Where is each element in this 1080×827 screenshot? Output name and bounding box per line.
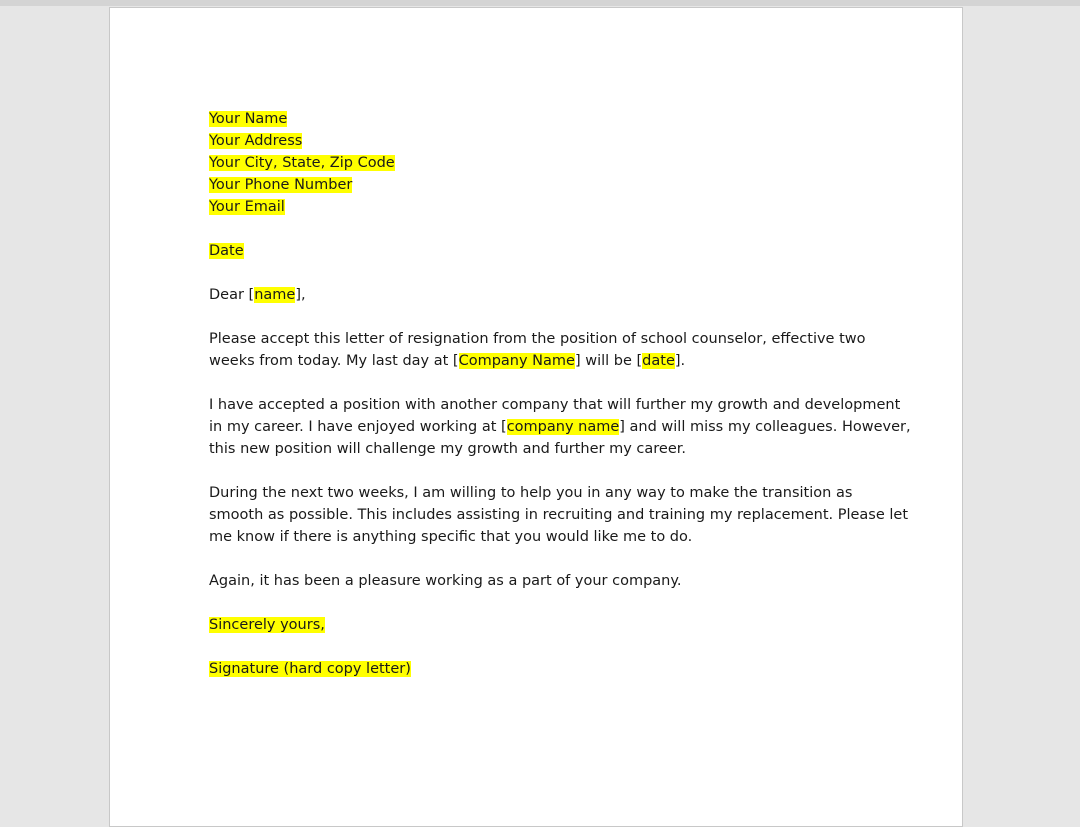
paragraph-text: ] and will miss my colleagues. However, [619, 419, 911, 435]
paragraph-text: ] will be [ [574, 353, 643, 369]
paragraph-text: I have accepted a position with another company that will further my growth and development [209, 397, 901, 413]
sender-email-line [209, 196, 869, 218]
paragraph-text: in my career. I have enjoyed working at [ [209, 419, 507, 435]
closing: Sincerely yours, [209, 617, 325, 633]
paragraph-text: ]. [674, 353, 686, 369]
paragraph4-line1 [209, 570, 869, 592]
date-line [209, 240, 869, 262]
recipient-name-placeholder: name [254, 287, 296, 303]
sender-city: Your City, State, Zip Code [209, 155, 395, 171]
sender-phone-line [209, 174, 869, 196]
salutation-suffix: ], [295, 287, 306, 303]
spacer [209, 218, 869, 240]
paragraph3-line2 [209, 504, 909, 526]
spacer [209, 460, 869, 482]
paragraph-text: During the next two weeks, I am willing to help you in any way to make the transition as [209, 485, 853, 501]
paragraph-text: Please accept this letter of resignation from the position of school counselor, effective two [209, 331, 866, 347]
spacer [209, 592, 869, 614]
paragraph3-line3 [209, 526, 869, 548]
paragraph2-line3 [209, 438, 869, 460]
company-name-placeholder: company name [506, 419, 620, 435]
spacer [209, 372, 869, 394]
paragraph-text: Again, it has been a pleasure working as a part of your company. [209, 573, 682, 589]
spacer [209, 548, 869, 570]
paragraph2-line2 [209, 416, 911, 438]
paragraph-text: this new position will challenge my growth and further my career. [209, 441, 686, 457]
closing-line [209, 614, 869, 636]
paragraph3-line1 [209, 482, 869, 504]
spacer [209, 636, 869, 658]
letter-body [209, 108, 911, 680]
paragraph-text: weeks from today. My last day at [ [209, 353, 459, 369]
sender-phone: Your Phone Number [209, 177, 353, 193]
signature-line [209, 658, 869, 680]
company-name-placeholder: Company Name [458, 353, 575, 369]
salutation-line [209, 284, 869, 306]
paragraph1-line2 [209, 350, 869, 372]
signature-placeholder: Signature (hard copy letter) [209, 661, 411, 677]
letter-date: Date [209, 243, 244, 259]
spacer [209, 306, 869, 328]
paragraph-text: smooth as possible. This includes assisting in recruiting and training my replacement. Please let [209, 507, 909, 523]
window-top-bar [0, 0, 1080, 6]
paragraph2-line1 [209, 394, 901, 416]
sender-name-line [209, 108, 869, 130]
document-page[interactable] [109, 7, 963, 827]
sender-address-line [209, 130, 869, 152]
sender-name: Your Name [209, 111, 288, 127]
last-day-date-placeholder: date [642, 353, 675, 369]
paragraph-text: me know if there is anything specific that you would like me to do. [209, 529, 693, 545]
paragraph1-line1 [209, 328, 869, 350]
spacer [209, 262, 869, 284]
sender-address: Your Address [209, 133, 303, 149]
salutation-prefix: Dear [ [209, 287, 255, 303]
sender-email: Your Email [209, 199, 285, 215]
sender-city-line [209, 152, 869, 174]
